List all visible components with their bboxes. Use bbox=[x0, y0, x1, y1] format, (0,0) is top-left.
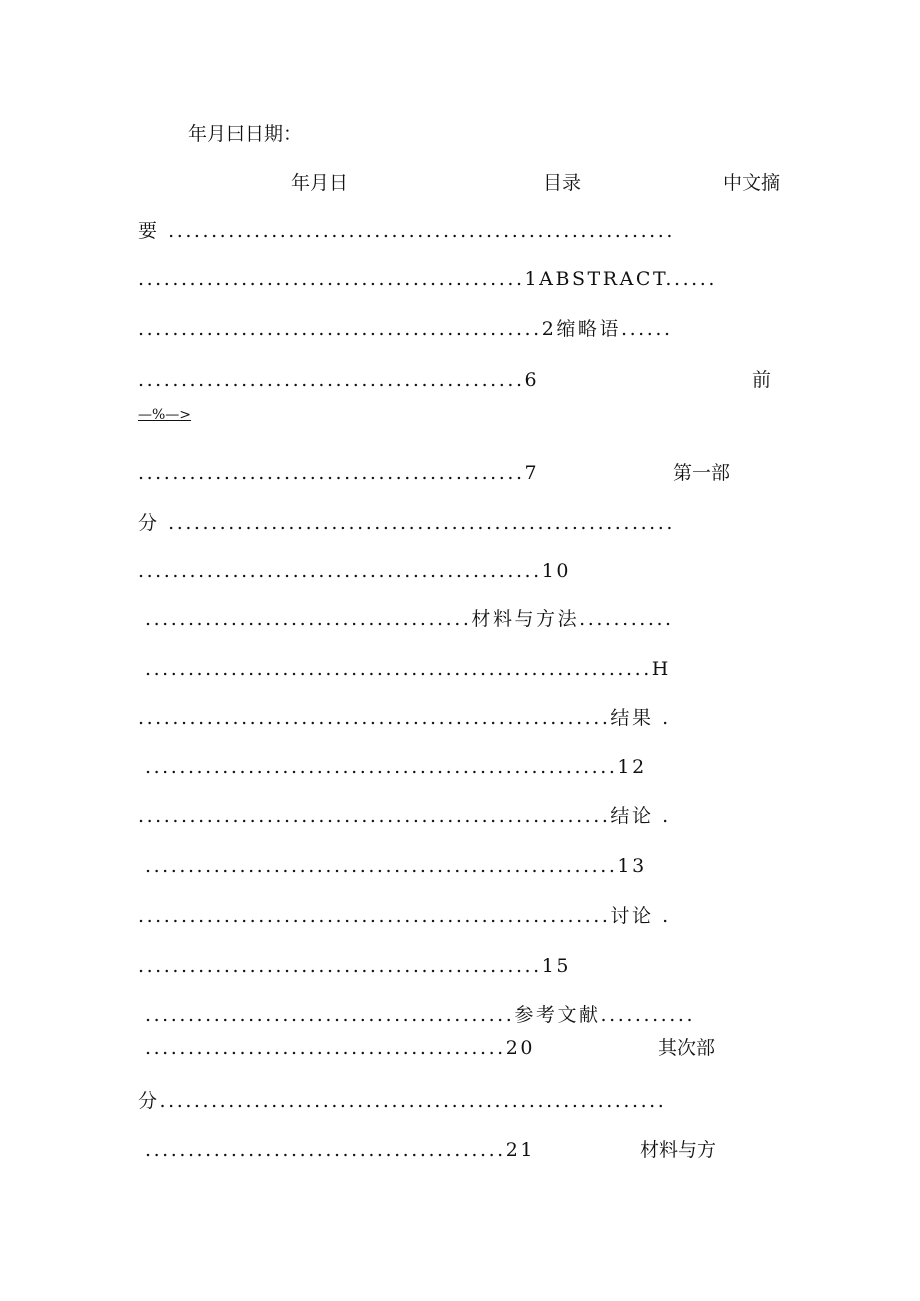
toc-line: ...............................................10 bbox=[138, 560, 571, 582]
toc-line: .............................................6 bbox=[138, 369, 540, 391]
date-ymd: 年月日 bbox=[291, 172, 349, 194]
toc-entry-materials-methods: 材料与方 bbox=[640, 1139, 717, 1161]
toc-heading-abstract-cn: 中文摘 bbox=[723, 172, 781, 194]
date-line: 年月曰日期： bbox=[188, 123, 303, 145]
toc-line: .......................................................13 bbox=[145, 855, 647, 877]
toc-entry-part-two: 其次部 bbox=[658, 1037, 716, 1059]
garbled-mark: —%—> bbox=[138, 407, 192, 423]
toc-line: ...............................................2缩略语...... bbox=[138, 318, 673, 340]
toc-line: 分........................................................... bbox=[138, 1090, 667, 1112]
toc-line: .......................................................12 bbox=[145, 756, 647, 778]
toc-line: .............................................1ABSTRACT...... bbox=[138, 268, 717, 290]
toc-line: 分 ........................................................... bbox=[138, 512, 675, 534]
toc-line: ...........................................参考文献........... bbox=[145, 1004, 696, 1026]
toc-entry-part-one: 第一部 bbox=[673, 462, 731, 484]
toc-line: .......................................................结论 . bbox=[138, 805, 671, 827]
toc-title: 目录 bbox=[543, 172, 582, 194]
toc-line: .......................................................结果 . bbox=[138, 707, 671, 729]
toc-line: ..........................................20 bbox=[145, 1037, 536, 1059]
toc-line: .............................................7 bbox=[138, 462, 540, 484]
toc-line: 要 ........................................................... bbox=[138, 220, 675, 242]
toc-line: ......................................材料与方法........... bbox=[145, 608, 674, 630]
toc-line: ...............................................15 bbox=[138, 955, 571, 977]
toc-line: .......................................................讨论 . bbox=[138, 905, 671, 927]
toc-entry-preface: 前 bbox=[752, 369, 772, 391]
toc-line: ..........................................21 bbox=[145, 1139, 536, 1161]
toc-line: ...........................................................H bbox=[145, 658, 671, 680]
